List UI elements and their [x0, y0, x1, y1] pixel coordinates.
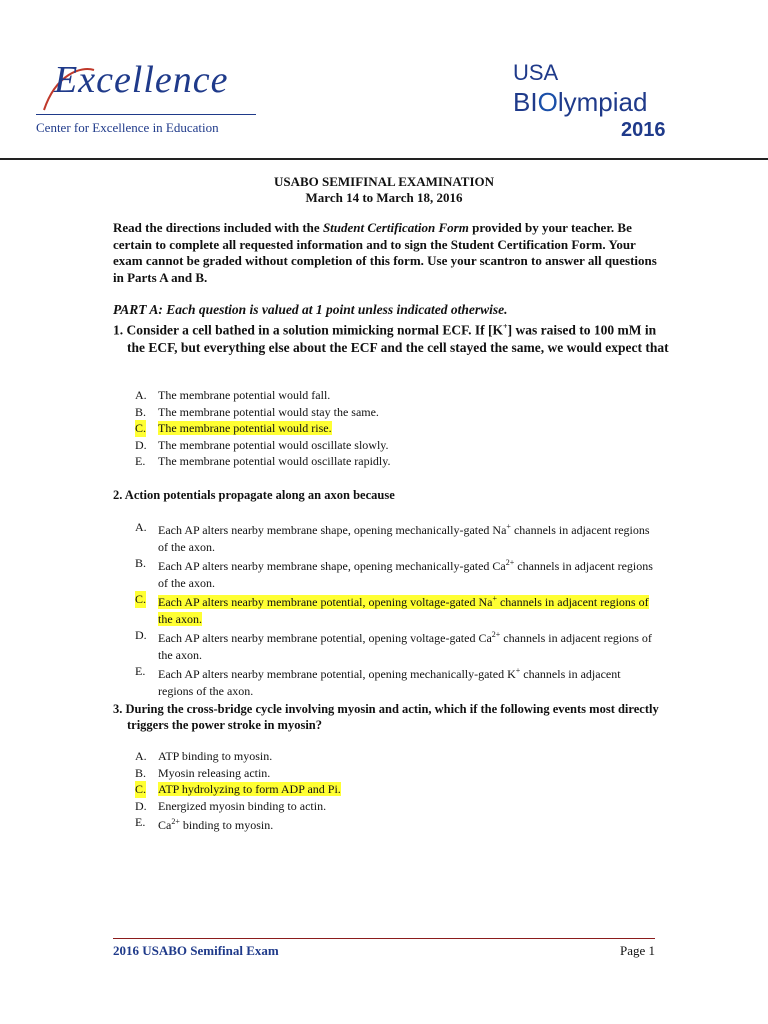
option-letter: B.: [135, 556, 147, 570]
logo-divider: [36, 114, 256, 115]
option-text-a: Ca: [158, 818, 172, 832]
usabo-logo: [513, 62, 693, 142]
option-text-a: Each AP alters nearby membrane potential, opening voltage-gated Ca: [158, 631, 492, 645]
option-sup: 2+: [171, 817, 180, 826]
option-letter: C.: [135, 421, 147, 435]
option-letter: A.: [135, 520, 147, 534]
q2-option-b[interactable]: [135, 555, 655, 591]
question-2-options: [135, 519, 655, 699]
part-a-heading: PART A: Each question is valued at 1 point unless indicated otherwise.: [113, 302, 508, 317]
footer-exam-name: 2016 USABO Semifinal Exam: [113, 943, 279, 958]
logo-subtitle: Center for Excellence in Education: [36, 120, 219, 135]
option-text: [158, 523, 650, 554]
logo-bio-part: BI: [513, 87, 538, 117]
question-1: [113, 318, 672, 357]
option-sup: +: [492, 594, 497, 603]
option-sup: 2+: [505, 558, 515, 567]
option-letter: E.: [135, 664, 146, 678]
logo-year: 2016: [621, 119, 666, 141]
option-text: The membrane potential would oscillate rapidly.: [158, 454, 391, 468]
q2-option-e[interactable]: [135, 663, 655, 699]
q1-option-c[interactable]: [135, 420, 655, 437]
q1-text-a: 1. Consider a cell bathed in a solution mimicking normal ECF. If [K: [113, 322, 504, 338]
intro-form-name: Student Certification Form: [322, 220, 469, 235]
option-text: [158, 595, 649, 626]
footer-rule: [113, 938, 655, 939]
option-text: The membrane potential would oscillate slowly.: [158, 437, 389, 452]
option-letter: B.: [135, 765, 147, 780]
option-text: The membrane potential would rise.: [158, 421, 332, 435]
option-letter: A.: [135, 388, 147, 402]
option-sup: 2+: [491, 630, 501, 639]
option-text-b: channels in adjacent regions of the axon.: [158, 631, 652, 662]
exam-dates: March 14 to March 18, 2016: [305, 190, 463, 205]
option-text: [158, 667, 621, 698]
option-letter: D.: [135, 437, 147, 452]
page-number: Page 1: [619, 943, 655, 958]
logo-script-text: Excellence: [54, 59, 229, 101]
option-text-a: Each AP alters nearby membrane potential, opening mechanically-gated K: [158, 667, 516, 681]
option-letter: B.: [135, 404, 147, 419]
q1-option-d[interactable]: [135, 437, 655, 454]
q2-option-c[interactable]: [135, 591, 655, 627]
intro-text-2: provided by your teacher. Be certain to complete all requested information and to sign the Student Certification Form. Your exam cannot be graded without completion of this form. Use your scantron to answer all questions in Parts A and B.: [113, 220, 657, 285]
q1-option-a[interactable]: [135, 387, 655, 404]
option-text-b: channels in adjacent regions of the axon.: [158, 523, 650, 554]
question-3: 3. During the cross-bridge cycle involving myosin and actin, which if the following events most directly triggers the power stroke in myosin?: [113, 702, 659, 732]
cee-logo: [36, 58, 266, 142]
header-rule: [0, 158, 768, 160]
option-text: The membrane potential would stay the same.: [158, 404, 379, 419]
logo-biolympiad: [513, 88, 647, 116]
option-text: ATP hydrolyzing to form ADP and Pi.: [158, 782, 341, 796]
option-letter: D.: [135, 628, 147, 642]
q3-option-e[interactable]: [135, 814, 655, 834]
question-3-options: [135, 748, 655, 834]
option-text: Energized myosin binding to actin.: [158, 798, 327, 813]
option-letter: D.: [135, 798, 147, 813]
option-sup: +: [506, 522, 511, 531]
q3-option-b[interactable]: [135, 765, 655, 782]
option-letter: A.: [135, 749, 147, 763]
q1-option-b[interactable]: [135, 404, 655, 421]
option-text-a: Each AP alters nearby membrane potential, opening voltage-gated Na: [158, 595, 493, 609]
q2-option-d[interactable]: [135, 627, 655, 663]
option-text-b: binding to myosin.: [179, 818, 274, 832]
option-letter: E.: [135, 454, 146, 468]
option-letter: C.: [135, 592, 147, 606]
q2-option-a[interactable]: [135, 519, 655, 555]
option-text: [158, 818, 273, 832]
q1-sup: +: [503, 322, 508, 331]
option-text: The membrane potential would fall.: [158, 388, 331, 402]
q1-text-b: ] was raised to 100 mM in the ECF, but everything else about the ECF and the cell stayed the same, we would expect that: [127, 322, 669, 355]
option-text-b: channels in adjacent regions of the axon.: [158, 667, 621, 698]
logo-usa: USA: [513, 60, 559, 85]
intro-text-1: Read the directions included with the: [113, 220, 323, 235]
intro-paragraph: [113, 220, 658, 286]
option-text-b: channels in adjacent regions of the axon.: [158, 559, 653, 590]
option-letter: E.: [135, 815, 146, 829]
option-text: ATP binding to myosin.: [158, 749, 273, 763]
q1-option-e[interactable]: [135, 453, 655, 470]
logo-lympiad-part: lympiad: [557, 87, 648, 117]
question-2: 2. Action potentials propagate along an axon because: [113, 488, 395, 502]
q3-option-d[interactable]: [135, 798, 655, 815]
q3-option-c[interactable]: [135, 781, 655, 798]
option-text-a: Each AP alters nearby membrane shape, opening mechanically-gated Na: [158, 523, 507, 537]
option-text-a: Each AP alters nearby membrane shape, opening mechanically-gated Ca: [158, 559, 506, 573]
logo-o-part: O: [537, 87, 558, 117]
option-text: Myosin releasing actin.: [158, 765, 271, 780]
question-1-options: [135, 387, 655, 470]
option-text-b: channels in adjacent regions of the axon.: [158, 595, 649, 626]
option-text: [158, 631, 652, 662]
option-letter: C.: [135, 782, 147, 796]
option-text: [158, 559, 653, 590]
exam-title: USABO SEMIFINAL EXAMINATION: [273, 174, 495, 189]
q3-option-a[interactable]: [135, 748, 655, 765]
option-sup: +: [515, 666, 521, 675]
